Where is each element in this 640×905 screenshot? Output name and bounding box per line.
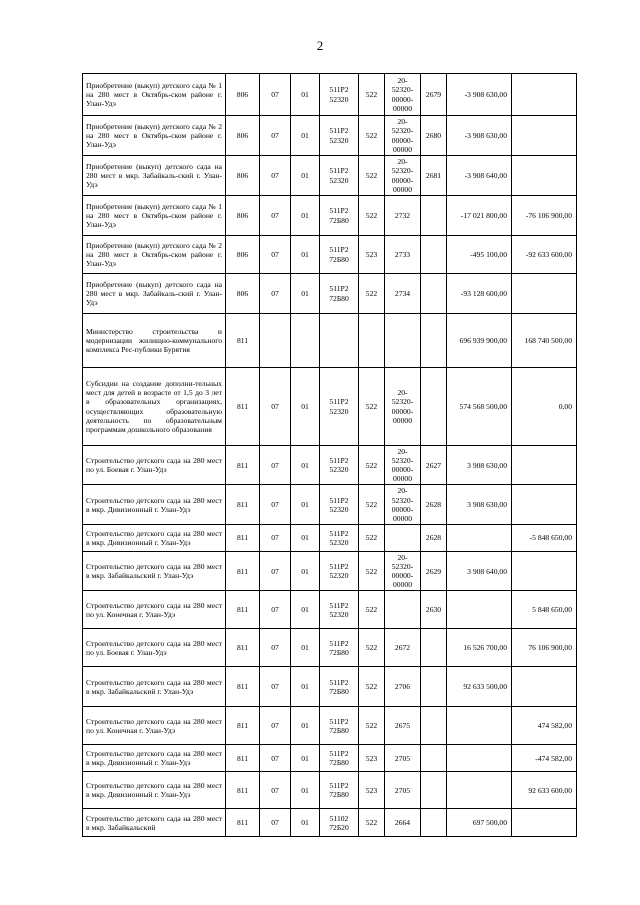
cell-expense-type: 522 <box>359 809 385 837</box>
cell-object-id <box>421 368 447 446</box>
cell-expense-type <box>359 314 385 368</box>
table-row <box>83 236 577 274</box>
cell-code <box>385 591 421 629</box>
table-row <box>83 707 577 745</box>
cell-amount-2 <box>512 551 577 590</box>
cell-section <box>260 314 291 368</box>
cell-code: 20-52320-00000-00000 <box>385 156 421 196</box>
cell-amount-2 <box>512 809 577 837</box>
cell-amount-1 <box>447 772 512 809</box>
cell-expense-type: 522 <box>359 446 385 485</box>
cell-description: Строительство детского сада на 280 мест в мкр. Забайкальский г. Улан-Удэ <box>83 667 226 707</box>
cell-amount-1 <box>447 591 512 629</box>
cell-code: 2732 <box>385 196 421 236</box>
cell-description: Приобретение (выкуп) детского сада № 2 на 280 мест в Октябрь-ском районе г. Улан-Удэ <box>83 116 226 156</box>
cell-amount-2: -92 633 600,00 <box>512 236 577 274</box>
cell-code: 20-52320-00000-00000 <box>385 485 421 524</box>
cell-grbs: 806 <box>226 156 260 196</box>
cell-grbs: 811 <box>226 446 260 485</box>
cell-amount-2 <box>512 156 577 196</box>
cell-object-id <box>421 236 447 274</box>
cell-amount-2 <box>512 116 577 156</box>
cell-description: Приобретение (выкуп) детского сада № 1 на 280 мест в Октябрь-ском районе г. Улан-Удэ <box>83 196 226 236</box>
cell-subsection: 01 <box>291 74 320 116</box>
cell-target-article: 511P2 72Б80 <box>320 274 359 314</box>
cell-grbs: 811 <box>226 772 260 809</box>
cell-code: 2733 <box>385 236 421 274</box>
cell-subsection: 01 <box>291 667 320 707</box>
cell-object-id: 2680 <box>421 116 447 156</box>
cell-description: Строительство детского сада на 280 мест в мкр. Забайкальский <box>83 809 226 837</box>
cell-expense-type: 522 <box>359 707 385 745</box>
cell-grbs: 811 <box>226 667 260 707</box>
cell-amount-1: -3 908 630,00 <box>447 116 512 156</box>
cell-amount-1: 3 908 630,00 <box>447 485 512 524</box>
cell-section: 07 <box>260 667 291 707</box>
table-row <box>83 74 577 116</box>
table-row <box>83 591 577 629</box>
cell-object-id: 2681 <box>421 156 447 196</box>
cell-amount-1 <box>447 707 512 745</box>
table-row <box>83 446 577 485</box>
cell-target-article: 511P2 72Б80 <box>320 772 359 809</box>
cell-amount-1: 574 568 500,00 <box>447 368 512 446</box>
cell-amount-2: 474 582,00 <box>512 707 577 745</box>
table-row <box>83 524 577 551</box>
cell-description: Приобретение (выкуп) детского сада на 280 мест в мкр. Забайкаль-ский г. Улан-Удэ <box>83 274 226 314</box>
cell-code: 20-52320-00000-00000 <box>385 551 421 590</box>
cell-section: 07 <box>260 809 291 837</box>
cell-amount-2: -5 848 650,00 <box>512 524 577 551</box>
cell-section: 07 <box>260 446 291 485</box>
table-row <box>83 745 577 772</box>
cell-code: 2664 <box>385 809 421 837</box>
table-row <box>83 274 577 314</box>
table-row <box>83 667 577 707</box>
cell-code: 20-52320-00000-00000 <box>385 446 421 485</box>
cell-amount-1: -93 128 600,00 <box>447 274 512 314</box>
cell-expense-type: 522 <box>359 274 385 314</box>
cell-amount-2 <box>512 274 577 314</box>
cell-amount-1: 696 939 900,00 <box>447 314 512 368</box>
table-row <box>83 196 577 236</box>
cell-section: 07 <box>260 772 291 809</box>
cell-expense-type: 523 <box>359 772 385 809</box>
cell-section: 07 <box>260 629 291 667</box>
cell-subsection <box>291 314 320 368</box>
cell-amount-2: 5 848 650,00 <box>512 591 577 629</box>
cell-code: 2706 <box>385 667 421 707</box>
cell-subsection: 01 <box>291 446 320 485</box>
cell-code <box>385 524 421 551</box>
cell-section: 07 <box>260 524 291 551</box>
table-row <box>83 551 577 590</box>
cell-subsection: 01 <box>291 116 320 156</box>
cell-grbs: 811 <box>226 629 260 667</box>
cell-description: Приобретение (выкуп) детского сада на 280 мест в мкр. Забайкаль-ский г. Улан-Удэ <box>83 156 226 196</box>
cell-target-article: 511P2 52320 <box>320 156 359 196</box>
cell-section: 07 <box>260 745 291 772</box>
cell-object-id <box>421 667 447 707</box>
cell-target-article: 511P2 52320 <box>320 551 359 590</box>
cell-target-article: 511P2 72Б80 <box>320 629 359 667</box>
cell-amount-1: -17 021 800,00 <box>447 196 512 236</box>
cell-code: 2672 <box>385 629 421 667</box>
cell-object-id <box>421 629 447 667</box>
cell-section: 07 <box>260 368 291 446</box>
cell-object-id <box>421 745 447 772</box>
cell-grbs: 806 <box>226 196 260 236</box>
cell-subsection: 01 <box>291 274 320 314</box>
cell-object-id <box>421 809 447 837</box>
cell-target-article: 51102 72Б20 <box>320 809 359 837</box>
cell-expense-type: 522 <box>359 74 385 116</box>
cell-section: 07 <box>260 707 291 745</box>
cell-subsection: 01 <box>291 745 320 772</box>
cell-subsection: 01 <box>291 707 320 745</box>
cell-subsection: 01 <box>291 629 320 667</box>
cell-grbs: 811 <box>226 745 260 772</box>
cell-section: 07 <box>260 156 291 196</box>
cell-amount-2 <box>512 446 577 485</box>
cell-object-id: 2629 <box>421 551 447 590</box>
cell-target-article: 511P2 52320 <box>320 74 359 116</box>
table-row <box>83 772 577 809</box>
cell-grbs: 811 <box>226 485 260 524</box>
cell-subsection: 01 <box>291 591 320 629</box>
cell-grbs: 811 <box>226 809 260 837</box>
cell-code: 20-52320-00000-00000 <box>385 368 421 446</box>
cell-subsection: 01 <box>291 368 320 446</box>
cell-amount-2: 76 106 900,00 <box>512 629 577 667</box>
cell-amount-2: -474 582,00 <box>512 745 577 772</box>
cell-subsection: 01 <box>291 551 320 590</box>
cell-target-article <box>320 314 359 368</box>
cell-subsection: 01 <box>291 156 320 196</box>
cell-object-id: 2630 <box>421 591 447 629</box>
page-number: 2 <box>316 38 324 53</box>
table-row <box>83 156 577 196</box>
cell-target-article: 511P2 72Б80 <box>320 236 359 274</box>
cell-target-article: 511P2 72Б80 <box>320 707 359 745</box>
cell-description: Строительство детского сада на 280 мест в мкр. Дивизионный г. Улан-Удэ <box>83 772 226 809</box>
cell-expense-type: 522 <box>359 196 385 236</box>
table-body <box>83 74 577 837</box>
cell-object-id <box>421 314 447 368</box>
cell-object-id <box>421 274 447 314</box>
cell-object-id: 2628 <box>421 485 447 524</box>
cell-grbs: 806 <box>226 74 260 116</box>
cell-target-article: 511P2 52320 <box>320 368 359 446</box>
cell-amount-1: 16 526 700,00 <box>447 629 512 667</box>
cell-subsection: 01 <box>291 236 320 274</box>
cell-object-id: 2628 <box>421 524 447 551</box>
cell-section: 07 <box>260 236 291 274</box>
cell-expense-type: 522 <box>359 551 385 590</box>
cell-expense-type: 522 <box>359 485 385 524</box>
cell-expense-type: 522 <box>359 667 385 707</box>
table-row <box>83 314 577 368</box>
cell-subsection: 01 <box>291 485 320 524</box>
cell-expense-type: 523 <box>359 236 385 274</box>
cell-code: 2705 <box>385 772 421 809</box>
cell-amount-1 <box>447 524 512 551</box>
cell-amount-2: 0,00 <box>512 368 577 446</box>
cell-description: Строительство детского сада на 280 мест по ул. Боевая г. Улан-Удэ <box>83 446 226 485</box>
cell-subsection: 01 <box>291 809 320 837</box>
cell-code: 20-52320-00000-00000 <box>385 116 421 156</box>
cell-expense-type: 522 <box>359 629 385 667</box>
cell-section: 07 <box>260 591 291 629</box>
cell-amount-1: 3 908 630,00 <box>447 446 512 485</box>
cell-target-article: 511P2 52320 <box>320 446 359 485</box>
cell-description: Субсидии на создание дополни-тельных мест для детей в возрасте от 1,5 до 3 лет в образовательных организациях, осуществляющих образовательную деятельность по образовательным программам дошкольного образования <box>83 368 226 446</box>
cell-code: 2675 <box>385 707 421 745</box>
cell-section: 07 <box>260 551 291 590</box>
cell-target-article: 511P2 52320 <box>320 524 359 551</box>
cell-description: Строительство детского сада на 280 мест по ул. Боевая г. Улан-Удэ <box>83 629 226 667</box>
cell-amount-2 <box>512 74 577 116</box>
cell-code: 2734 <box>385 274 421 314</box>
cell-amount-2: 168 740 500,00 <box>512 314 577 368</box>
cell-grbs: 811 <box>226 591 260 629</box>
cell-description: Строительство детского сада на 280 мест в мкр. Забайкальский г. Улан-Удэ <box>83 551 226 590</box>
cell-amount-1: 3 908 640,00 <box>447 551 512 590</box>
cell-grbs: 811 <box>226 368 260 446</box>
cell-expense-type: 522 <box>359 591 385 629</box>
cell-amount-1: -3 908 630,00 <box>447 74 512 116</box>
cell-grbs: 806 <box>226 116 260 156</box>
cell-description: Строительство детского сада на 280 мест в мкр. Дивизионный г. Улан-Удэ <box>83 485 226 524</box>
cell-description: Приобретение (выкуп) детского сада № 2 на 280 мест в Октябрь-ском районе г. Улан-Удэ <box>83 236 226 274</box>
cell-target-article: 511P2 72Б80 <box>320 667 359 707</box>
cell-object-id <box>421 707 447 745</box>
cell-subsection: 01 <box>291 524 320 551</box>
table-row <box>83 629 577 667</box>
cell-description: Строительство детского сада на 280 мест в мкр. Дивизионный г. Улан-Удэ <box>83 524 226 551</box>
cell-grbs: 811 <box>226 707 260 745</box>
table-row <box>83 368 577 446</box>
cell-target-article: 511P2 72Б80 <box>320 745 359 772</box>
cell-section: 07 <box>260 274 291 314</box>
cell-section: 07 <box>260 74 291 116</box>
cell-target-article: 511P2 52320 <box>320 591 359 629</box>
cell-grbs: 806 <box>226 236 260 274</box>
table-row <box>83 485 577 524</box>
cell-description: Строительство детского сада на 280 мест по ул. Конечная г. Улан-Удэ <box>83 707 226 745</box>
cell-description: Строительство детского сада на 280 мест по ул. Конечная г. Улан-Удэ <box>83 591 226 629</box>
cell-expense-type: 522 <box>359 524 385 551</box>
cell-description: Министерство строительства и модернизации жилищно-коммунального комплекса Рес-публики Бурятия <box>83 314 226 368</box>
cell-expense-type: 523 <box>359 745 385 772</box>
cell-expense-type: 522 <box>359 116 385 156</box>
cell-amount-1: -3 908 640,00 <box>447 156 512 196</box>
cell-code: 2705 <box>385 745 421 772</box>
cell-amount-2: 92 633 600,00 <box>512 772 577 809</box>
cell-amount-1 <box>447 745 512 772</box>
cell-description: Строительство детского сада на 280 мест в мкр. Дивизионный г. Улан-Удэ <box>83 745 226 772</box>
cell-code <box>385 314 421 368</box>
cell-subsection: 01 <box>291 196 320 236</box>
cell-target-article: 511P2 72Б80 <box>320 196 359 236</box>
cell-object-id <box>421 772 447 809</box>
table-row <box>83 809 577 837</box>
cell-code: 20-52320-00000-00000 <box>385 74 421 116</box>
cell-grbs: 806 <box>226 274 260 314</box>
cell-target-article: 511P2 52320 <box>320 485 359 524</box>
cell-target-article: 511P2 52320 <box>320 116 359 156</box>
cell-amount-1: 697 500,00 <box>447 809 512 837</box>
cell-expense-type: 522 <box>359 368 385 446</box>
cell-grbs: 811 <box>226 551 260 590</box>
cell-section: 07 <box>260 485 291 524</box>
cell-amount-2 <box>512 485 577 524</box>
cell-section: 07 <box>260 116 291 156</box>
cell-section: 07 <box>260 196 291 236</box>
cell-amount-1: 92 633 500,00 <box>447 667 512 707</box>
table-row <box>83 116 577 156</box>
cell-amount-2: -76 106 900,00 <box>512 196 577 236</box>
cell-grbs: 811 <box>226 314 260 368</box>
cell-subsection: 01 <box>291 772 320 809</box>
budget-table <box>82 73 577 837</box>
cell-object-id <box>421 196 447 236</box>
cell-description: Приобретение (выкуп) детского сада № 1 на 280 мест в Октябрь-ском районе г. Улан-Удэ <box>83 74 226 116</box>
cell-amount-1: -495 100,00 <box>447 236 512 274</box>
cell-expense-type: 522 <box>359 156 385 196</box>
cell-amount-2 <box>512 667 577 707</box>
cell-object-id: 2679 <box>421 74 447 116</box>
cell-object-id: 2627 <box>421 446 447 485</box>
cell-grbs: 811 <box>226 524 260 551</box>
